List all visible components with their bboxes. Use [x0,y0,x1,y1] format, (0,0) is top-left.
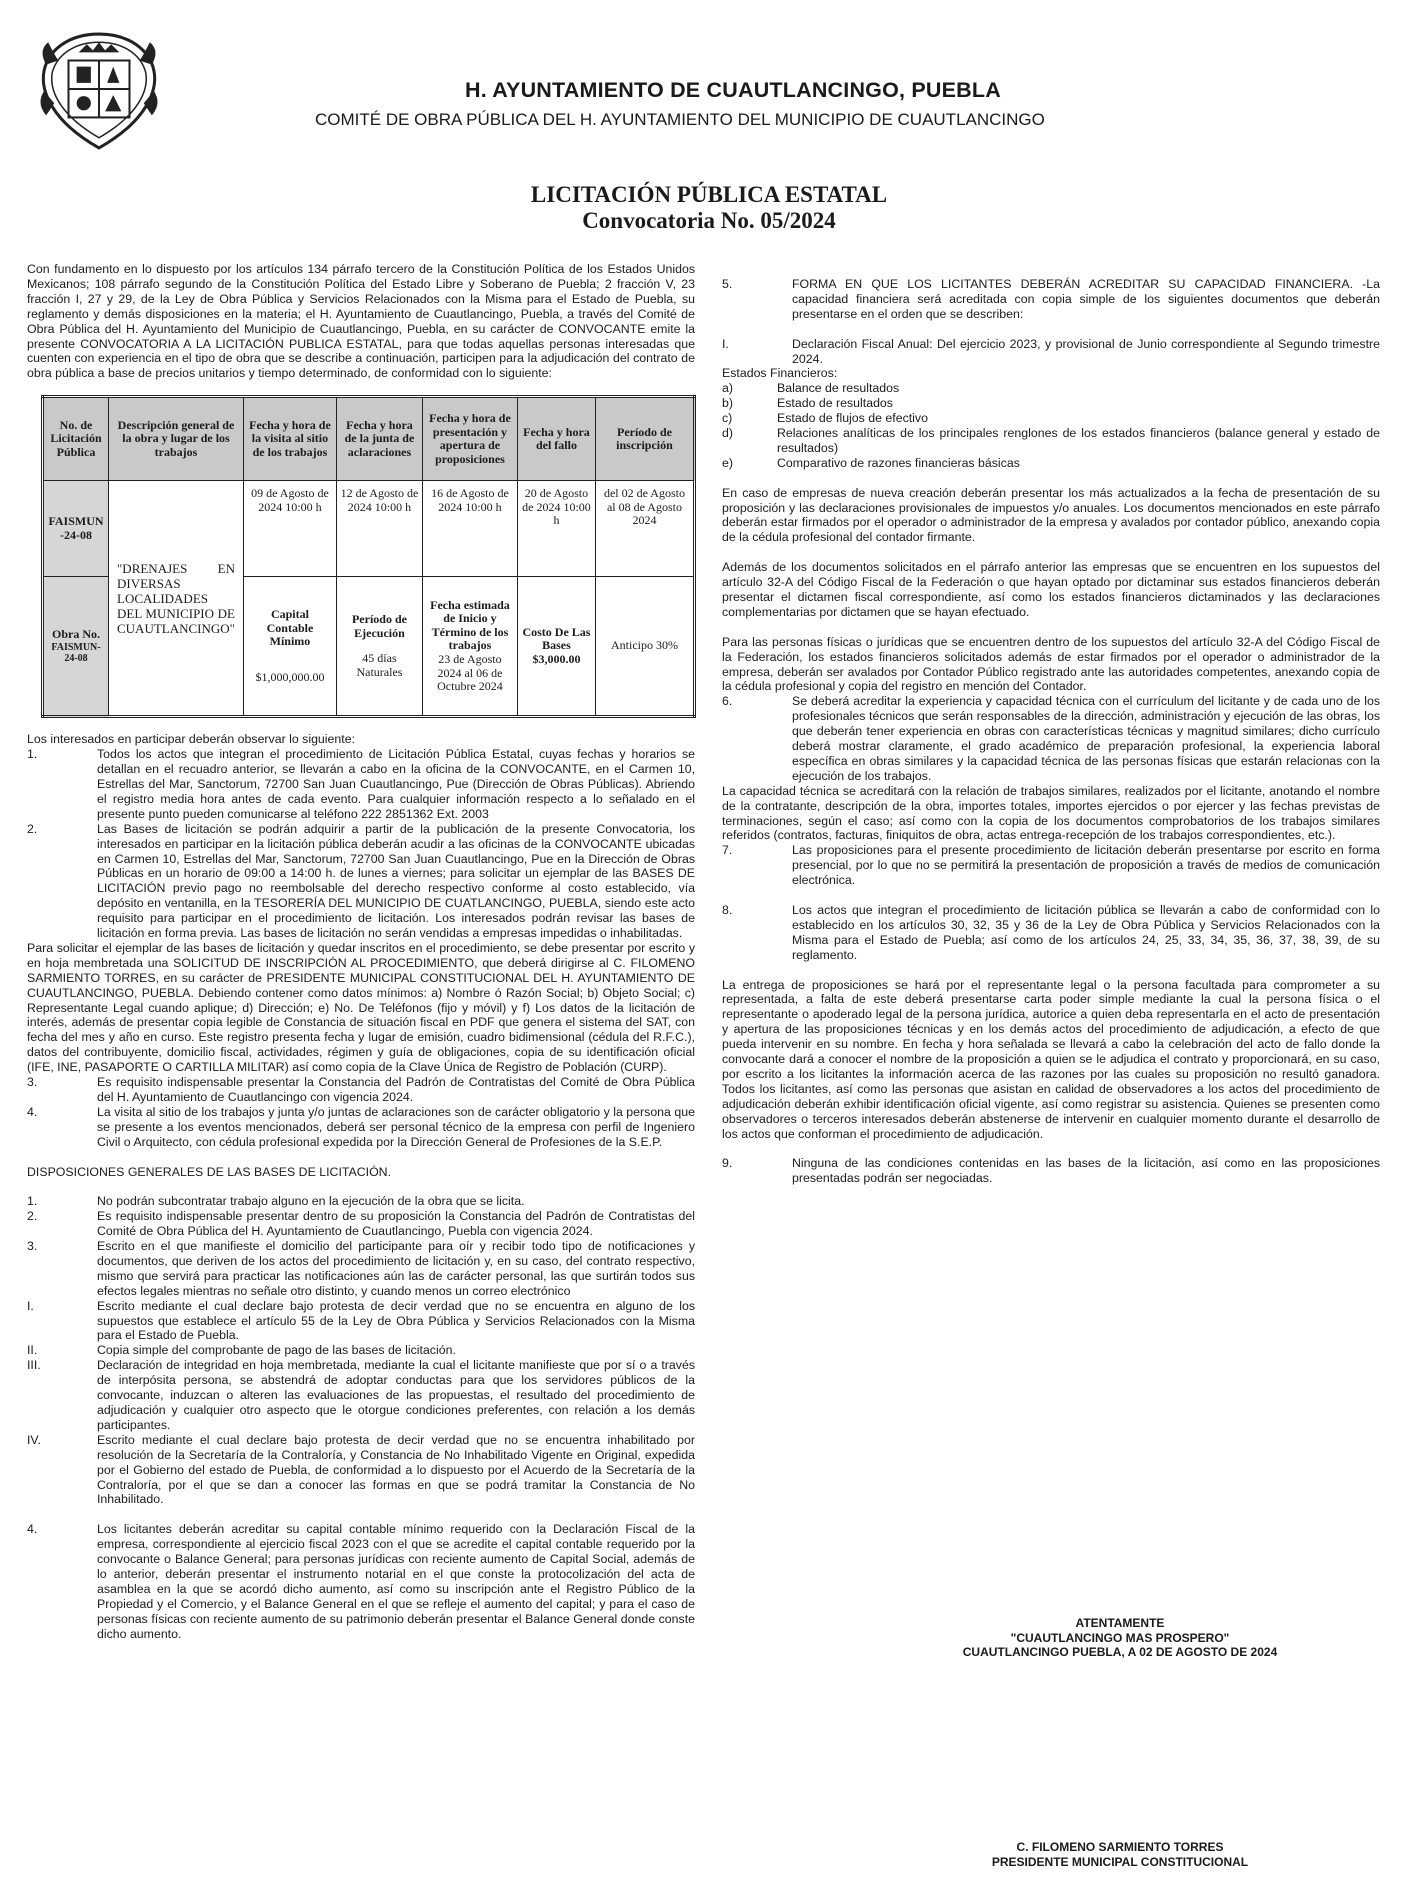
capital-value: $1,000,000.00 [255,669,325,684]
capital-cell [243,577,336,717]
left-column [27,262,695,1641]
fallo-date: 20 de Agosto de 2024 10:00 h [517,481,595,577]
list-item: 5. FORMA EN QUE LOS LICITANTES DEBERÁN ACREDITAR SU CAPACIDAD FINANCIERA. -La capacidad financiera será acreditada con copia simple de los siguientes documentos que deberán presentarse en el orden que se describen: [722,277,1380,321]
periodo-label: Período de Ejecución [351,612,407,640]
municipality-title: H. AYUNTAMIENTO DE CUAUTLANCINGO, PUEBLA [465,78,1001,102]
junta-date: 12 de Agosto de 2024 10:00 h [336,481,422,577]
costo-cell [517,577,595,717]
list-item: 4. La visita al sitio de los trabajos y junta y/o juntas de aclaraciones son de carácter obligatorio y la persona que se presente a los eventos mencionados, deberá ser personal técnico de la empresa con perfil de Ingeniero Civil o Arquitecto, con cédula profesional expedida por la Dirección General de Profesiones de la S.E.P. [27,1104,695,1149]
table-row [43,481,695,577]
document-title-block [0,182,1418,234]
list-item: d) Relaciones analíticas de los principales renglones de los estados financieros (balance general y estado de resultados) [722,426,1380,455]
fecha-cell [422,577,517,717]
article-32a-paragraph: Además de los documentos solicitados en el párrafo anterior las empresas que se encuentren en los supuestos del artículo 32-A del Código Fiscal de la Federación o que hayan optado por dictaminar sus estados financieros deberán presentar el dictamen fiscal correspondiente, así como los estados financieros dictaminados y las declaraciones complementarias por dictamen que se hayan efectuado. [722,560,1380,619]
closing-place-date: CUAUTLANCINGO PUEBLA, A 02 DE AGOSTO DE 2024 [962,1645,1278,1659]
technical-capacity-paragraph: La capacidad técnica se acreditará con la relación de trabajos similares, realizados por el licitante, anotando el nombre de la contratante, descripción de la obra, importes totales, importes ejercidos o por ejercer y las fechas previstas de terminaciones, según el caso; así como con la copia de los documentos comprobatorios de los trabajos similares referidos (contratos, facturas, finiquitos de obra, actas entrega-recepción de los trabajos correspondientes, etc.). [722,783,1380,843]
costo-value: $3,000.00 [532,652,581,667]
fecha-value: 23 de Agosto 2024 al 06 de Octubre 2024 [437,652,503,694]
committee-subtitle: COMITÉ DE OBRA PÚBLICA DEL H. AYUNTAMIENTO DEL MUNICIPIO DE CUAUTLANCINGO [315,110,1045,129]
list-item: 1. No podrán subcontratar trabajo alguno en la ejecución de la obra que se licita. [27,1194,525,1209]
observe-title: Los interesados en participar deberán observar lo siguiente: [27,732,355,747]
table-header: Fecha y hora de la visita al sitio de los trabajos [243,397,336,481]
list-item: e) Comparativo de razones financieras básicas [722,455,1020,470]
closing-motto: "CUAUTLANCINGO MAS PROSPERO" [1010,1630,1230,1645]
list-item: b) Estado de resultados [722,396,893,411]
new-companies-paragraph: En caso de empresas de nueva creación deberán presentar los más actualizados a la fecha de presentación de su proposición y las declaraciones provisionales de impuestos y/o anuales. Los documentos mencionados en este párrafo deberán estar firmados por el operador o administrador de la empresa y avalados por contador público, anexando copia de la cédula profesional del contador firmante. [722,485,1380,545]
signature-block [870,1840,1370,1869]
presentation-date: 16 de Agosto de 2024 10:00 h [422,481,517,577]
periodo-cell [336,577,422,717]
financial-statements-title: Estados Financieros: [722,366,838,381]
list-item: 2. Las Bases de licitación se podrán adquirir a partir de la publicación de la presente Convocatoria, los interesados en participar en la licitación pública deberán acudir a las oficinas de la CONVOCANTE ubicadas en Carmen 10, Estrellas del Mar, Sanctorum, 72700 San Juan Cuautlancingo, Pue en la Dirección de Obras Públicas en un horario de 09:00 a 14:00 h. de lunes a viernes; para solicitar un ejemplar de las BASES DE LICITACIÓN previo pago no reembolsable del derecho respectivo conforme al costo establecido, vía depósito en ventanilla, en la TESORERÍA DEL MUNICIPIO DE CUATLANCINGO, PUEBLA, siendo este acto requisito para participar en el procedimiento de licitación. Los interesados podrán revisar las bases de licitación en forma previa. Las bases de licitación no serán vendidas a empresas impedidas o inhabilitadas. [27,821,695,941]
table-header: Fecha y hora de la junta de aclaraciones [336,397,422,481]
proposal-delivery-paragraph: La entrega de proposiciones se hará por el representante legal o la persona facultada para comprometer a su representada, a falta de este deberá presentarse carta poder simple mediante la cual la persona física o el representante o apoderado legal de la persona jurídica, autorice a quien deba representarla en el acto de presentación y apertura de las proposiciones técnicas y en los demás actos del procedimiento de adjudicación, a efecto de que pueda intervenir en su nombre. En fecha y hora señalada se llevará a cabo la celebración del acto de fallo donde la convocante dará a conocer el nombre de la proposición a quien se le adjudica el contrato y proporcionará, en su caso, por escrito a los licitantes la información acerca de las razones por las cuales su proposición no resultó ganadora. Todos los licitantes, así como las personas que asistan en calidad de observadores a los actos del procedimiento de adjudicación deberán exhibir identificación oficial vigente, así como registrar su asistencia. Quienes se presenten como observadores o terceros interesados deberán abstenerse de intervenir en cualquier momento durante el desarrollo de los actos que conforman el procedimiento de adjudicación. [722,977,1380,1141]
dispositions-title: DISPOSICIONES GENERALES DE LAS BASES DE LICITACIÓN. [27,1164,392,1179]
obra-label: Obra No. [52,627,100,642]
bidding-table [41,395,696,718]
list-item: 4. Los licitantes deberán acreditar su capital contable mínimo requerido con la Declaración Fiscal de la empresa, correspondiente al ejercicio fiscal 2023 con el que se acredite el capital contable requerido por la convocante o Balance General; para personas jurídicas con reciente aumento de Capital Social, además de lo anterior, deberán presentar el instrumento notarial en el que conste la protocolización del acta de asamblea en la que se acordó dicho aumento, así como su inscripción ante el Registro Público de la Propiedad y el Comercio, y el Balance General en el que se refleje el aumento del capital; y para el caso de personas físicas con reciente aumento de su patrimonio deberán presentar el Balance General donde conste dicho aumento. [27,1522,695,1641]
signer-name: C. FILOMENO SARMIENTO TORRES [1016,1840,1224,1854]
obra-cell [43,577,109,717]
right-column [722,277,1380,1186]
list-item: 3. Escrito en el que manifieste el domicilio del participante para oír y recibir todo tipo de notificaciones y documentos, que deriven de los actos del procedimiento de licitación y, en su caso, del contrato respectivo, mismo que servirá para practicar las notificaciones aún las de carácter personal, las que surtirán todos sus efectos legales mientras no señale otro distinto, y cuando menos un correo electrónico [27,1239,695,1298]
list-item: 6. Se deberá acreditar la experiencia y capacidad técnica con el currículum del licitante y de cada uno de los profesionales técnicos que serán responsables de la dirección, administración y ejecución de las obras, los que deberán tener experiencia en obras con características técnicas y magnitud similares; dicho currículo deberá mostrar claramente, el grado académico de preparación profesional, la experiencia laboral específica en obras similares y la capacidad técnica de las personas físicas que estarán relacionas con la ejecución de los trabajos. [722,694,1380,783]
inscription-paragraph: Para solicitar el ejemplar de las bases de licitación y quedar inscritos en el procedimiento, se debe presentar por escrito y en hoja membretada una SOLICITUD DE INSCRIPCIÓN AL PROCEDIMIENTO, que deberá dirigirse al C. FILOMENO SARMIENTO TORRES, en su carácter de PRESIDENTE MUNICIPAL CONSTITUCIONAL DEL H. AYUNTAMIENTO DE CUAUTLANCINGO, PUEBLA. Debiendo contener como datos mínimos: a) Nombre ó Razón Social; b) Objeto Social; c) Representante Legal cuando aplique; d) Dirección; e) No. De Teléfonos (fijo y móvil) y f) Los datos de la licitación de interés, además de presentar copia legible de Constancia de situación fiscal en PDF que genera el sistema del SAT, con fecha del mes y año en curso. Este registro presenta fecha y lugar de emisión, cuadro bidimensional (cédula del R.F.C.), datos del contribuyente, domicilio fiscal, actividades, régimen y guía de obligaciones, copia de su identificación oficial (IFE, INE, PASAPORTE O CARTILLA MILITAR) así como copia de la Clave Única de Registro de Población (CURP). [27,940,695,1075]
list-item: I. Escrito mediante el cual declare bajo protesta de decir verdad que no se encuentra en alguno de los supuestos que establece el artículo 55 de la Ley de Obra Pública y Servicios Relacionados con la Misma para el Estado de Puebla. [27,1298,695,1343]
list-item: I. Declaración Fiscal Anual: Del ejercicio 2023, y provisional de Junio correspondiente al Segundo trimestre 2024. [722,336,1380,366]
periodo-value: 45 días Naturales [356,651,403,679]
physical-persons-paragraph: Para las personas físicas o jurídicas que se encuentren dentro de los supuestos del artículo 32-A del Código Fiscal de la Federación, los estados financieros solicitados además de estar firmados por el operador o administrador de la empresa, deberán ser avalados por Contador Público registrado ante las autoridades competentes, anexando copia de la cédula profesional y copia del registro en mención del Contador. [722,634,1380,694]
closing-line: ATENTAMENTE [1075,1616,1165,1630]
lic-number: FAISMUN -24-08 [43,481,109,577]
list-item: 1. Todos los actos que integran el procedimiento de Licitación Pública Estatal, cuyas fechas y horarios se detallan en el recuadro anterior, se llevarán a cabo en la oficina de la CONVOCANTE, en el Carmen 10, Estrellas del Mar, Sanctorum, 72700 San Juan Cuautlancingo, Pue (Dirección de Obras Públicas). Abriendo el registro media hora antes de cada evento. Para cualquier información respecto a lo señalado en el presente punto pueden comunicarse al teléfono 222 2851362 Ext. 2003 [27,747,695,821]
fecha-label: Fecha estimada de Inicio y Término de los trabajos [430,597,510,653]
list-item: IV. Escrito mediante el cual declare bajo protesta de decir verdad que no se encuentra inhabilitado por resolución de la Secretaría de la Contraloría, y Constancia de No Inhabilitado Vigente en Original, expedida por el Gobierno del estado de Puebla, de conformidad a lo dispuesto por el Acuerdo de la Secretaría de la Contraloría, por el que se dan a conocer las formas en que se podrá tramitar la Constancia de No Inhabilitado. [27,1432,695,1507]
visit-date: 09 de Agosto de 2024 10:00 h [243,481,336,577]
intro-paragraph: Con fundamento en lo dispuesto por los artículos 134 párrafo tercero de la Constitución Política de los Estados Unidos Mexicanos; 108 párrafo segundo de la Constitución Política del Estado Libre y Soberano de Puebla; 2 fracción V, 23 fracción I, 27 y 29, de la Ley de Obra Pública y Servicios Relacionados con la Misma para el Estado de Puebla, su reglamento y demás disposiciones en la materia; el H. Ayuntamiento de Cuautlancingo, Puebla, a través del Comité de Obra Pública del H. Ayuntamiento del Municipio de Cuautlancingo, Puebla, en su carácter de CONVOCANTE emite la presente CONVOCATORIA A LA LICITACIÓN PUBLICA ESTATAL, para que todas aquellas personas interesadas que cuenten con experiencia en el tipo de obra que se describe a continuación, participen para la adjudicación del contrato de obra pública a base de precios unitarios y tiempo determinado, de conformidad con lo siguiente: [27,262,695,381]
table-header: No. de Licitación Pública [43,397,109,481]
list-item: 8. Los actos que integran el procedimiento de licitación pública se llevarán a cabo de conformidad con lo establecido en los artículos 30, 32, 35 y 36 de la Ley de Obra Pública y Servicios Relacionados con la Misma para el Estado de Puebla; así como de los artículos 24, 25, 33, 34, 35, 36, 37, 38, 39, de su reglamento. [722,902,1380,962]
inscription-period: del 02 de Agosto al 08 de Agosto 2024 [595,481,694,577]
work-description: "DRENAJES EN DIVERSAS LOCALIDADES DEL MUNICIPIO DE CUAUTLANCINGO" [109,481,244,717]
list-item: 2. Es requisito indispensable presentar dentro de su proposición la Constancia del Padrón de Contratistas del Comité de Obra Pública del H. Ayuntamiento de Cuautlancingo, Puebla con vigencia 2024. [27,1209,695,1239]
table-header: Fecha y hora de presentación y apertura de proposiciones [422,397,517,481]
list-item: 7. Las proposiciones para el presente procedimiento de licitación deberán presentarse por escrito en forma presencial, por lo que no se permitirá la presentación de proposición a través de medios de comunicación electrónica. [722,843,1380,888]
list-item: III. Declaración de integridad en hoja membretada, mediante la cual el licitante manifieste que por sí o a través de interpósita persona, se abstendrá de adoptar conductas para que los servidores públicos de la convocante, induzcan o alteren las evaluaciones de las propuestas, el resultado del procedimiento de adjudicación y cualquier otro aspecto que le otorgue condiciones preferentes, con relación a los demás participantes. [27,1358,695,1432]
capital-label: Capital Contable Mínimo [266,607,314,649]
table-header: Fecha y hora del fallo [517,397,595,481]
municipal-crest-logo [38,30,160,152]
anticipo-cell: Anticipo 30% [595,577,694,717]
obra-number: FAISMUN-24-08 [51,642,101,665]
closing-block [870,1616,1370,1660]
list-item: 3. Es requisito indispensable presentar la Constancia del Padrón de Contratistas del Comité de Obra Pública del H. Ayuntamiento de Cuautlancingo con vigencia 2024. [27,1075,695,1104]
document-number: Convocatoria No. 05/2024 [582,208,836,233]
table-header: Descripción general de la obra y lugar de los trabajos [109,397,244,481]
costo-label: Costo De Las Bases [522,624,591,653]
list-item: a) Balance de resultados [722,381,900,396]
table-header: Período de inscripción [595,397,694,481]
table-header-row [43,397,695,481]
list-item: II. Copia simple del comprobante de pago de las bases de licitación. [27,1343,456,1358]
signer-role: PRESIDENTE MUNICIPAL CONSTITUCIONAL [991,1854,1249,1869]
list-item: 9. Ninguna de las condiciones contenidas en las bases de la licitación, así como en las proposiciones presentadas podrán ser negociadas. [722,1156,1380,1186]
document-title: LICITACIÓN PÚBLICA ESTATAL [530,182,888,207]
list-item: c) Estado de flujos de efectivo [722,411,928,426]
